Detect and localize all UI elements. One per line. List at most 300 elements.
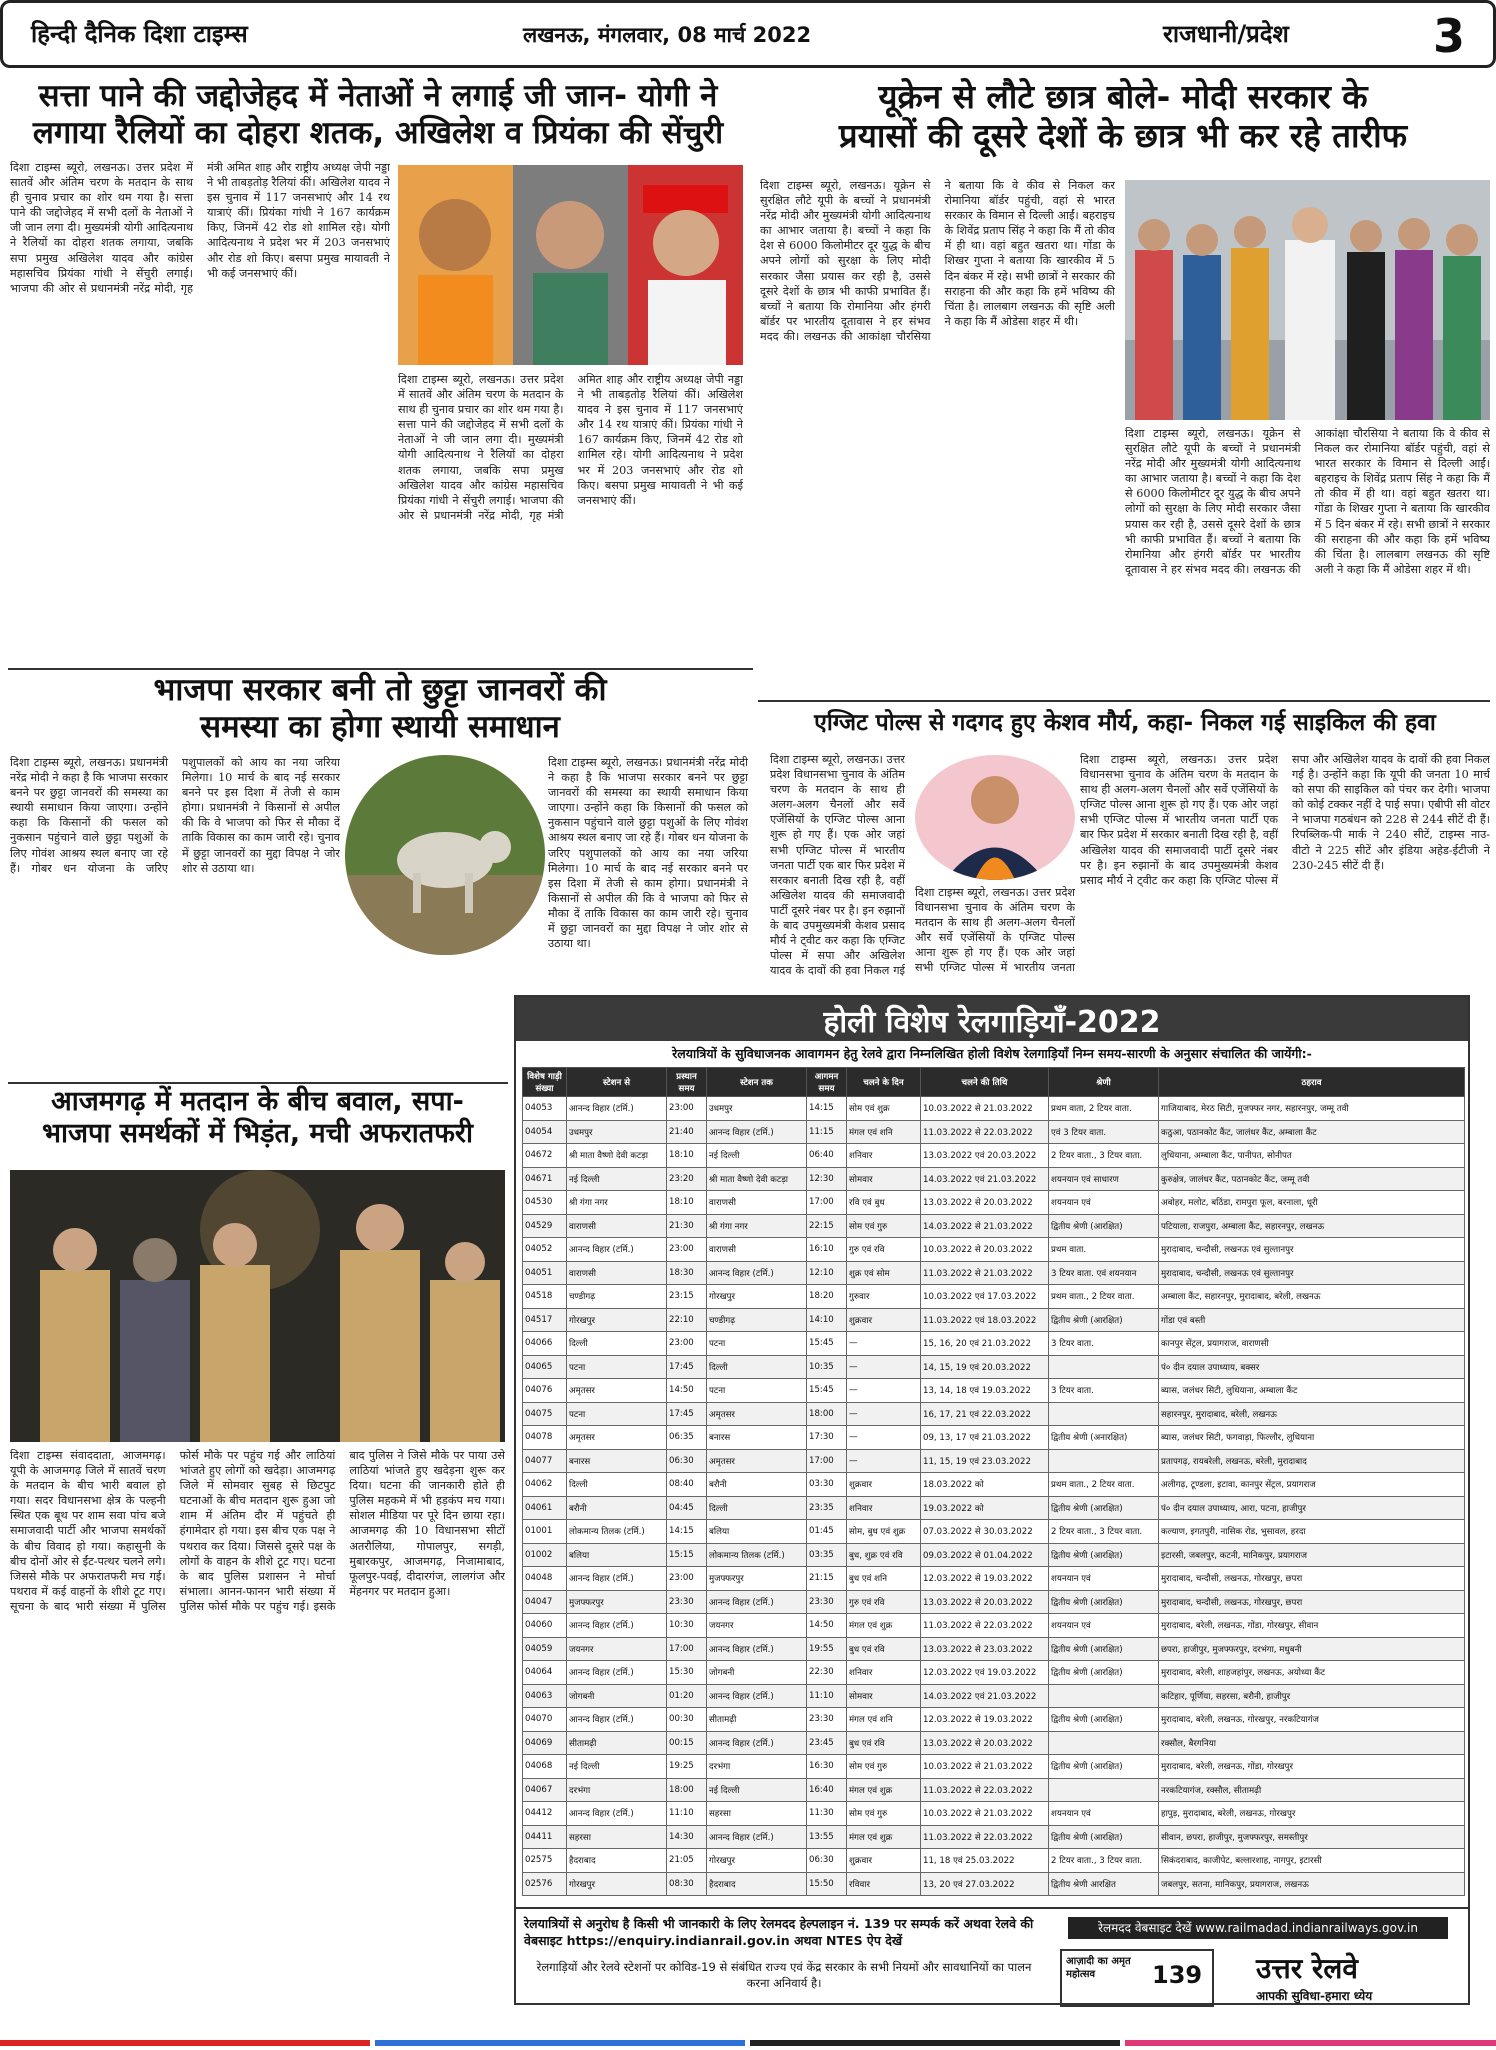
rail-cell: मुरादाबाद, चन्दौसी, लखनऊ, गोरखपुर, छपरा: [1159, 1567, 1465, 1591]
rail-cell: अमृतसर: [567, 1426, 667, 1450]
rail-row: [523, 1731, 1465, 1755]
rail-cell: शनिवार: [847, 1144, 921, 1168]
rail-cell: 04529: [523, 1214, 567, 1238]
rail-cell: 21:40: [667, 1120, 707, 1144]
rail-cell: हैदराबाद: [707, 1872, 807, 1896]
rail-cell: मंगल एवं शनि: [847, 1120, 921, 1144]
rail-ad-footer: [516, 1907, 1468, 2009]
rail-cell: जयनगर: [707, 1614, 807, 1638]
rail-cell: चण्डीगढ़: [567, 1285, 667, 1309]
rail-cell: सोम एवं गुरु: [847, 1755, 921, 1779]
rail-cell: द्वितीय श्रेणी (अनारक्षित): [1049, 1426, 1159, 1450]
rail-cell: शयनयान एवं: [1049, 1191, 1159, 1215]
rail-cell: 23:20: [667, 1167, 707, 1191]
rail-cell: वाराणसी: [567, 1261, 667, 1285]
nr-tagline: आपकी सुविधा-हमारा ध्येय: [1256, 1989, 1373, 2003]
rail-cell: 10.03.2022 से 21.03.2022: [921, 1755, 1049, 1779]
rail-col-header: ठहराव: [1159, 1068, 1465, 1097]
rail-cell: 3 टियर वाता.: [1049, 1332, 1159, 1356]
rail-col-header: चलने के दिन: [847, 1068, 921, 1097]
rail-cell: 14:50: [807, 1614, 847, 1638]
rail-ad: [514, 995, 1470, 2005]
rail-cell: 15, 16, 20 एवं 21.03.2022: [921, 1332, 1049, 1356]
rail-cell: 04054: [523, 1120, 567, 1144]
rail-cell: 11:10: [667, 1802, 707, 1826]
rail-cell: 23:00: [667, 1567, 707, 1591]
rail-cell: आनन्द विहार (टर्मि.): [707, 1684, 807, 1708]
story3-body: दिशा टाइम्स ब्यूरो, लखनऊ। प्रधानमंत्री नरेंद्र मोदी ने कहा है कि भाजपा सरकार बनने पर छुट्टा जानवरों की समस्या का स्थायी समाधान किया जाएगा। उन्होंने कहा कि किसानों की फसल को नुकसान पहुंचाने वाले छुट्टा पशुओं के लिए गोवंश आश्रय स्थल बनाए जा रहे हैं। गोबर धन योजना के जरिए पशुपालकों को आय का नया जरिया मिलेगा। 10 मार्च के बाद नई सरकार बनने पर इस दिशा में तेजी से काम होगा। प्रधानमंत्री ने किसानों से अपील की कि वे भाजपा को फिर से मौका दें ताकि विकास का काम जारी रहे। चुनाव में छुट्टा जानवरों का मुद्दा विपक्ष ने जोर शोर से उठाया था।: [10, 756, 340, 875]
rail-cell: 15:45: [807, 1332, 847, 1356]
rail-cell: 14:30: [667, 1825, 707, 1849]
rail-cell: अबोहर, मलोट, बठिंडा, रामपुरा फूल, बरनाला, धूरी: [1159, 1191, 1465, 1215]
rail-cell: 07.03.2022 से 30.03.2022: [921, 1520, 1049, 1544]
rail-cell: 17:00: [807, 1191, 847, 1215]
rail-cell: 04061: [523, 1496, 567, 1520]
rail-cell: 16:10: [807, 1238, 847, 1262]
rail-cell: जयनगर: [567, 1637, 667, 1661]
rail-cell: 03:35: [807, 1543, 847, 1567]
rail-cell: पटना: [567, 1402, 667, 1426]
cattle-photo: [345, 755, 545, 955]
rail-cell: प्रथम वाता., 2 टियर वाता.: [1049, 1473, 1159, 1497]
paper-name: हिन्दी दैनिक दिशा टाइम्स: [31, 20, 248, 48]
rail-cell: गाजियाबाद, मेरठ सिटी, मुजफ्फर नगर, सहारनपुर, जम्मू तवी: [1159, 1097, 1465, 1121]
rail-cell: आनन्द विहार (टर्मि.): [567, 1661, 667, 1685]
rail-cell: लोकमान्य तिलक (टर्मि.): [707, 1543, 807, 1567]
rail-cell: 04047: [523, 1590, 567, 1614]
rail-cell: 04064: [523, 1661, 567, 1685]
rail-cell: सोमवार: [847, 1167, 921, 1191]
rail-cell: 12:30: [807, 1167, 847, 1191]
rail-row: [523, 1449, 1465, 1473]
rail-cell: बुध एवं शनि: [847, 1567, 921, 1591]
rail-cell: सोम एवं गुरु: [847, 1802, 921, 1826]
rail-cell: लोकमान्य तिलक (टर्मि.): [567, 1520, 667, 1544]
rail-cell: 06:35: [667, 1426, 707, 1450]
rail-cell: ब्यास, जलंधर सिटी, फगवाड़ा, फिल्लौर, लुधियाना: [1159, 1426, 1465, 1450]
rail-cell: 17:45: [667, 1355, 707, 1379]
story2-body-cont: दिशा टाइम्स ब्यूरो, लखनऊ। यूक्रेन से सुरक्षित लौटे यूपी के बच्चों ने प्रधानमंत्री नरेंद्र मोदी और मुख्यमंत्री योगी आदित्यनाथ का आभार जताया है। बच्चों ने कहा कि देश से 6000 किलोमीटर दूर युद्ध के बीच अपने लोगों को सुरक्षा के लिए मोदी सरकार जैसा प्रयास कर रही है, उससे दूसरे देशों के छात्र भी काफी प्रभावित हैं। बच्चों ने बताया कि रोमानिया और हंगरी बॉर्डर पर भारतीय दूतावास ने हर संभव मदद की। लखनऊ की आकांक्षा चौरसिया ने बताया कि वे कीव से निकल कर रोमानिया बॉर्डर पहुंची, वहां से भारत सरकार के विमान से दिल्ली आईं। बहराइच के शिवेंद्र प्रताप सिंह ने कहा कि मैं तो कीव में ही था। वहां बहुत खतरा था। गोंडा के शिखर गुप्ता ने बताया कि खारकीव में 5 दिन बंकर में रहे। सभी छात्रों ने सरकार की सराहना की और कहा कि हमें भविष्य की चिंता है। लालबाग लखनऊ की सृष्टि अली ने कहा कि मैं ओडेसा शहर में थी।: [1125, 427, 1490, 576]
rail-cell: 16:40: [807, 1778, 847, 1802]
rail-ad-subtitle: रेलयात्रियों के सुविधाजनक आवागमन हेतु रेलवे द्वारा निम्नलिखित होली विशेष रेलगाड़ियाँ निम्न समय-सारणी के अनुसार संचालित की जायेंगी:-: [672, 1046, 1312, 1061]
rail-cell: 14:15: [667, 1520, 707, 1544]
rail-cell: मंगल एवं शनि: [847, 1708, 921, 1732]
rail-cell: 04672: [523, 1144, 567, 1168]
rail-cell: द्वितीय श्रेणी (आरक्षित): [1049, 1637, 1159, 1661]
divider: [758, 700, 1490, 702]
rail-cell: अलीगढ़, टूण्डला, इटावा, कानपुर सेंट्रल, प्रयागराज: [1159, 1473, 1465, 1497]
rail-cell: गोरखपुर: [707, 1849, 807, 1873]
rail-cell: मुरादाबाद, चन्दौसी, लखनऊ एवं सुल्तानपुर: [1159, 1261, 1465, 1285]
rail-cell: 23:45: [807, 1731, 847, 1755]
rail-cell: बलिया: [707, 1520, 807, 1544]
rail-cell: पं० दीन दयाल उपाध्याय, बक्सर: [1159, 1355, 1465, 1379]
rail-cell: द्वितीय श्रेणी आरक्षित: [1049, 1872, 1159, 1896]
rail-cell: 10.03.2022 से 21.03.2022: [921, 1802, 1049, 1826]
northern-railway-logo: [1256, 1949, 1456, 2003]
rail-cell: 13.03.2022 से 23.03.2022: [921, 1637, 1049, 1661]
rail-cell: श्री माता वैष्णो देवी कटड़ा: [707, 1167, 807, 1191]
rail-cell: 04069: [523, 1731, 567, 1755]
rail-cell: आनन्द विहार (टर्मि.): [567, 1708, 667, 1732]
rail-row: [523, 1261, 1465, 1285]
rail-cell: मुजफ्फरपुर: [707, 1567, 807, 1591]
rail-cell: 04052: [523, 1238, 567, 1262]
rail-cell: द्वितीय श्रेणी (आरक्षित): [1049, 1543, 1159, 1567]
rail-cell: 06:30: [667, 1449, 707, 1473]
rail-cell: अम्बाला कैंट, सहारनपुर, मुरादाबाद, बरेली, लखनऊ: [1159, 1285, 1465, 1309]
rail-cell: 01:20: [667, 1684, 707, 1708]
story5-body: दिशा टाइम्स संवाददाता, आजमगढ़। यूपी के आजमगढ़ जिले में सातवें चरण के मतदान के बीच भारी बवाल हो गया। सदर विधानसभा क्षेत्र के पल्हनी स्थित एक बूथ पर शाम सवा पांच बजे समाजवादी पार्टी और भाजपा समर्थकों के बीच विवाद हो गया। कहासुनी के बीच दोनों ओर से ईंट-पत्थर चलने लगे। जिससे मौके पर अफरातफरी मच गई। पथराव में कई वाहनों के शीशे टूट गए। सूचना के बाद भारी संख्या में पुलिस फोर्स मौके पर पहुंच गई और लाठियां भांजते हुए लोगों को खदेड़ा। आजमगढ़ जिले में सोमवार सुबह से छिटपुट घटनाओं के बीच मतदान शुरू हुआ जो शाम में अंतिम दौर में पहुंचते ही हंगामेदार हो गया। इस बीच एक पक्ष ने पथराव कर दिया। जिससे दूसरे पक्ष के लोगों के वाहन के शीशे टूट गए। घटना के बाद पुलिस प्रशासन ने मोर्चा संभाला। आनन-फानन भारी संख्या में पुलिस फोर्स मौके पर पहुंच गई। इसके बाद पुलिस ने जिसे मौके पर पाया उसे लाठियां भांजते हुए खदेड़ना शुरू कर दिया। घटना की जानकारी होते ही पुलिस महकमे में भी हड़कंप मच गया। सोशल मीडिया पर पूरे दिन छाया रहा। आजमगढ़ की 10 विधानसभा सीटों अतरौलिया, गोपालपुर, सगड़ी, मुबारकपुर, आजमगढ़, निजामाबाद, फूलपुर-पवई, दीदारगंज, लालगंज और मेंहनगर पर मतदान हुआ।: [10, 1449, 505, 1613]
rail-cell: जबलपुर, सतना, मानिकपुर, प्रयागराज, लखनऊ: [1159, 1872, 1465, 1896]
rail-ad-header: [516, 997, 1468, 1041]
rail-row: [523, 1708, 1465, 1732]
rail-row: [523, 1590, 1465, 1614]
rail-cell: मंगल एवं शुक्र: [847, 1614, 921, 1638]
rail-cell: 18:10: [667, 1144, 707, 1168]
rail-cell: 11.03.2022 से 22.03.2022: [921, 1120, 1049, 1144]
rail-cell: बुध, शुक्र एवं रवि: [847, 1543, 921, 1567]
rail-cell: सहरसा: [707, 1802, 807, 1826]
rail-cell: 04671: [523, 1167, 567, 1191]
rail-cell: 11:30: [807, 1802, 847, 1826]
rail-cell: एवं 3 टियर वाता.: [1049, 1120, 1159, 1144]
rail-cell: शनिवार: [847, 1496, 921, 1520]
rail-cell: आनन्द विहार (टर्मि.): [707, 1590, 807, 1614]
rail-cell: 2 टियर वाता., 3 टियर वाता.: [1049, 1144, 1159, 1168]
rail-row: [523, 1684, 1465, 1708]
rail-row: [523, 1661, 1465, 1685]
rail-col-header: श्रेणी: [1049, 1068, 1159, 1097]
rail-cell: 2 टियर वाता., 3 टियर वाता.: [1049, 1849, 1159, 1873]
rail-cell: 13.03.2022 एवं 20.03.2022: [921, 1144, 1049, 1168]
rail-cell: शयनयान एवं: [1049, 1802, 1159, 1826]
rail-cell: 15:30: [667, 1661, 707, 1685]
rail-cell: 14.03.2022 एवं 21.03.2022: [921, 1684, 1049, 1708]
rail-row: [523, 1520, 1465, 1544]
rail-cell: 04412: [523, 1802, 567, 1826]
rail-cell: 13, 20 एवं 27.03.2022: [921, 1872, 1049, 1896]
rail-cell: सोम, बुध एवं शुक्र: [847, 1520, 921, 1544]
rail-cell: ब्यास, जलंधर सिटी, लुधियाना, अम्बाला कैंट: [1159, 1379, 1465, 1403]
rail-cell: 04518: [523, 1285, 567, 1309]
rail-cell: 17:30: [807, 1426, 847, 1450]
rail-cell: 22:15: [807, 1214, 847, 1238]
rail-cell: नई दिल्ली: [567, 1755, 667, 1779]
rail-col-header: प्रस्थान समय: [667, 1068, 707, 1097]
rail-row: [523, 1120, 1465, 1144]
rail-cell: दिल्ली: [707, 1355, 807, 1379]
rail-cell: नरकटियागंज, रक्सौल, सीतामढ़ी: [1159, 1778, 1465, 1802]
rail-cell: 03:30: [807, 1473, 847, 1497]
rail-cell: 18:10: [667, 1191, 707, 1215]
rail-cell: शनिवार: [847, 1661, 921, 1685]
rail-col-header: आगमन समय: [807, 1068, 847, 1097]
rail-cell: 11, 18 एवं 25.03.2022: [921, 1849, 1049, 1873]
rail-cell: 13, 14, 18 एवं 19.03.2022: [921, 1379, 1049, 1403]
rail-cell: सहारनपुर, मुरादाबाद, बरेली, लखनऊ: [1159, 1402, 1465, 1426]
helpline-number: 139: [1152, 1961, 1203, 1989]
rail-cell: कठुआ, पठानकोट कैंट, जालंधर कैंट, अम्बाला कैंट: [1159, 1120, 1465, 1144]
rail-cell: 10:30: [667, 1614, 707, 1638]
rail-cell: आनन्द विहार (टर्मि.): [567, 1614, 667, 1638]
rail-cell: 13:55: [807, 1825, 847, 1849]
leaders-photo: [398, 165, 743, 365]
rail-cell: [1049, 1355, 1159, 1379]
rail-cell: अमृतसर: [567, 1379, 667, 1403]
rail-cell: कुरुक्षेत्र, जालंधर कैंट, पठानकोट कैंट, जम्मू तवी: [1159, 1167, 1465, 1191]
rail-row: [523, 1849, 1465, 1873]
rail-cell: 3 टियर वाता. एवं शयनयान: [1049, 1261, 1159, 1285]
rail-cell: 04070: [523, 1708, 567, 1732]
rail-cell: द्वितीय श्रेणी (आरक्षित): [1049, 1708, 1159, 1732]
rail-cell: गोरखपुर: [707, 1285, 807, 1309]
rail-cell: [1049, 1684, 1159, 1708]
rail-cell: [1049, 1778, 1159, 1802]
story1-body-cont: दिशा टाइम्स ब्यूरो, लखनऊ। उत्तर प्रदेश में सातवें और अंतिम चरण के मतदान के साथ ही चुनाव प्रचार का शोर थम गया है। सत्ता पाने की जद्दोजेहद में सभी दलों के नेताओं ने जी जान लगा दी। मुख्यमंत्री योगी आदित्यनाथ ने रैलियों का दोहरा शतक लगाया, जबकि सपा प्रमुख अखिलेश यादव और कांग्रेस महासचिव प्रियंका गांधी ने सेंचुरी लगाई। भाजपा की ओर से प्रधानमंत्री नरेंद्र मोदी, गृह मंत्री अमित शाह और राष्ट्रीय अध्यक्ष जेपी नड्डा ने भी ताबड़तोड़ रैलियां कीं। अखिलेश यादव ने इस चुनाव में 117 जनसभाएं और 14 रथ यात्राएं कीं। प्रियंका गांधी ने 167 कार्यक्रम किए, जिनमें 42 रोड शो शामिल रहे। योगी आदित्यनाथ ने प्रदेश भर में 203 जनसभाएं और रोड शो किए। बसपा प्रमुख मायावती ने भी कई जनसभाएं कीं।: [398, 373, 743, 522]
rail-cell: अमृतसर: [707, 1402, 807, 1426]
rail-cell: बनारस: [567, 1449, 667, 1473]
rail-cell: 23:35: [807, 1496, 847, 1520]
rail-cell: 14:10: [807, 1308, 847, 1332]
rail-cell: 23:00: [667, 1097, 707, 1121]
rail-cell: 2 टियर वाता., 3 टियर वाता.: [1049, 1520, 1159, 1544]
rail-col-header: विशेष गाड़ी संख्या: [523, 1068, 567, 1097]
rail-cell: हापुड़, मुरादाबाद, बरेली, लखनऊ, गोरखपुर: [1159, 1802, 1465, 1826]
rail-cell: आनन्द विहार (टर्मि.): [707, 1637, 807, 1661]
railmadad-banner: रेलमदद वेबसाइट देखें www.railmadad.indianrailways.gov.in: [1068, 1917, 1448, 1939]
rail-cell: गोरखपुर: [567, 1872, 667, 1896]
story3-headline: भाजपा सरकार बनी तो छुट्टा जानवरों की समस्या का होगा स्थायी समाधान: [153, 672, 607, 745]
rail-cell: 13.03.2022 से 20.03.2022: [921, 1590, 1049, 1614]
rail-cell: 17:00: [807, 1449, 847, 1473]
rail-cell: शुक्रवार: [847, 1849, 921, 1873]
rail-cell: जोगबनी: [567, 1684, 667, 1708]
dateline: लखनऊ, मंगलवार, 08 मार्च 2022: [523, 23, 812, 47]
rail-row: [523, 1496, 1465, 1520]
rail-cell: 12.03.2022 से 19.03.2022: [921, 1567, 1049, 1591]
rail-cell: 04:45: [667, 1496, 707, 1520]
rail-cell: शयनयान एवं साधारण: [1049, 1167, 1159, 1191]
rail-cell: 19:55: [807, 1637, 847, 1661]
rail-row: [523, 1097, 1465, 1121]
story3-body-cont: दिशा टाइम्स ब्यूरो, लखनऊ। प्रधानमंत्री नरेंद्र मोदी ने कहा है कि भाजपा सरकार बनने पर छुट्टा जानवरों की समस्या का स्थायी समाधान किया जाएगा। उन्होंने कहा कि किसानों की फसल को नुकसान पहुंचाने वाले छुट्टा पशुओं के लिए गोवंश आश्रय स्थल बनाए जा रहे हैं। गोबर धन योजना के जरिए पशुपालकों को आय का नया जरिया मिलेगा। 10 मार्च के बाद नई सरकार बनने पर इस दिशा में तेजी से काम होगा। प्रधानमंत्री ने किसानों से अपील की कि वे भाजपा को फिर से मौका दें ताकि विकास का काम जारी रहे। चुनाव में छुट्टा जानवरों का मुद्दा विपक्ष ने जोर शोर से उठाया था।: [548, 756, 748, 951]
rail-cell: द्वितीय श्रेणी (आरक्षित): [1049, 1308, 1159, 1332]
rail-cell: 01001: [523, 1520, 567, 1544]
story1-body: दिशा टाइम्स ब्यूरो, लखनऊ। उत्तर प्रदेश में सातवें और अंतिम चरण के मतदान के साथ ही चुनाव प्रचार का शोर थम गया है। सत्ता पाने की जद्दोजेहद में सभी दलों के नेताओं ने जी जान लगा दी। मुख्यमंत्री योगी आदित्यनाथ ने रैलियों का दोहरा शतक लगाया, जबकि सपा प्रमुख अखिलेश यादव और कांग्रेस महासचिव प्रियंका गांधी ने सेंचुरी लगाई। भाजपा की ओर से प्रधानमंत्री नरेंद्र मोदी, गृह मंत्री अमित शाह और राष्ट्रीय अध्यक्ष जेपी नड्डा ने भी ताबड़तोड़ रैलियां कीं। अखिलेश यादव ने इस चुनाव में 117 जनसभाएं और 14 रथ यात्राएं कीं। प्रियंका गांधी ने 167 कार्यक्रम किए, जिनमें 42 रोड शो शामिल रहे। योगी आदित्यनाथ ने प्रदेश भर में 203 जनसभाएं और रोड शो किए। बसपा प्रमुख मायावती ने भी कई जनसभाएं कीं।: [10, 161, 390, 295]
rail-cell: 12:10: [807, 1261, 847, 1285]
rail-cell: 02575: [523, 1849, 567, 1873]
divider: [8, 668, 753, 670]
rail-cell: प्रथम वाता, 2 टियर वाता.: [1049, 1097, 1159, 1121]
rail-cell: 10.03.2022 से 20.03.2022: [921, 1238, 1049, 1262]
rail-cell: 04060: [523, 1614, 567, 1638]
rail-row: [523, 1802, 1465, 1826]
rail-cell: नई दिल्ली: [707, 1778, 807, 1802]
rail-cell: 14:50: [667, 1379, 707, 1403]
rail-cell: नई दिल्ली: [567, 1167, 667, 1191]
rail-cell: पटना: [567, 1355, 667, 1379]
police-photo: [10, 1170, 505, 1442]
rail-cell: मुरादाबाद, चन्दौसी, लखनऊ एवं सुल्तानपुर: [1159, 1238, 1465, 1262]
rail-row: [523, 1637, 1465, 1661]
rail-cell: नई दिल्ली: [707, 1144, 807, 1168]
rail-row: [523, 1426, 1465, 1450]
rail-cell: मुरादाबाद, चन्दौसी, लखनऊ, गोरखपुर, छपरा: [1159, 1590, 1465, 1614]
rail-cell: गुरुवार: [847, 1285, 921, 1309]
rail-cell: 14:15: [807, 1097, 847, 1121]
rail-cell: वाराणसी: [567, 1214, 667, 1238]
rail-cell: 11.03.2022 एवं 18.03.2022: [921, 1308, 1049, 1332]
rail-row: [523, 1191, 1465, 1215]
rail-timetable: [522, 1067, 1465, 1896]
rail-cell: 18:00: [667, 1778, 707, 1802]
rail-col-header: चलने की तिथि: [921, 1068, 1049, 1097]
rail-cell: 06:30: [807, 1849, 847, 1873]
rail-cell: 15:50: [807, 1872, 847, 1896]
rail-row: [523, 1167, 1465, 1191]
rail-cell: पटियाला, राजपुरा, अम्बाला कैंट, सहारनपुर, लखनऊ: [1159, 1214, 1465, 1238]
rail-cell: 21:30: [667, 1214, 707, 1238]
rail-ad-title: होली विशेष रेलगाड़ियाँ-2022: [823, 1005, 1161, 1040]
rail-cell: 14.03.2022 से 21.03.2022: [921, 1214, 1049, 1238]
rail-cell: सोम एवं शुक्र: [847, 1097, 921, 1121]
rail-cell: 23:30: [807, 1708, 847, 1732]
rail-cell: सोमवार: [847, 1684, 921, 1708]
rail-cell: 15:15: [667, 1543, 707, 1567]
rail-cell: सीवान, छपरा, हाजीपुर, मुजफ्फरपुर, समस्तीपुर: [1159, 1825, 1465, 1849]
story2-headline: यूक्रेन से लौटे छात्र बोले- मोदी सरकार के प्रयासों की दूसरे देशों के छात्र भी कर रहे तारीफ: [838, 77, 1408, 155]
rail-cell: 04066: [523, 1332, 567, 1356]
rail-cell: 12.03.2022 एवं 19.03.2022: [921, 1661, 1049, 1685]
rail-cell: बुध एवं रवि: [847, 1731, 921, 1755]
rail-row: [523, 1614, 1465, 1638]
rail-row: [523, 1778, 1465, 1802]
story4-body-c: दिशा टाइम्स ब्यूरो, लखनऊ। उत्तर प्रदेश विधानसभा चुनाव के अंतिम चरण के मतदान के साथ ही अलग-अलग चैनलों और सर्वे एजेंसियों के एग्जिट पोल्स आना शुरू हो गए हैं। एक ओर जहां सभी एग्जिट पोल्स में भारतीय जनता पार्टी एक बार फिर प्रदेश में सरकार बनाती दिख रही है, वहीं अखिलेश यादव की समाजवादी पार्टी दूसरे नंबर पर है। इन रुझानों के बाद उपमुख्यमंत्री केशव प्रसाद मौर्य ने ट्वीट कर कहा कि एग्जिट पोल्स में सपा और अखिलेश यादव के दावों की हवा निकल गई है। उन्होंने कहा कि यूपी की जनता 10 मार्च को सपा की साइकिल को पंचर कर देगी। भाजपा को कोई टक्कर नहीं दे पाई सपा। एबीपी सी वोटर ने भाजपा गठबंधन को 228 से 244 सीटें दी हैं। रिपब्लिक-पी मार्क ने 240 सीटें, टाइम्स नाउ-वीटो ने 225 सीटें और इंडिया अहेड-ईटीजी ने 230-245 सीटें दी हैं।: [1080, 753, 1490, 887]
rail-col-header: स्टेशन तक: [707, 1068, 807, 1097]
rail-cell: मुरादाबाद, बरेली, शाहजहांपुर, लखनऊ, अयोध्या कैंट: [1159, 1661, 1465, 1685]
story4-body-b: दिशा टाइम्स ब्यूरो, लखनऊ। उत्तर प्रदेश विधानसभा चुनाव के अंतिम चरण के मतदान के साथ ही अलग-अलग चैनलों और सर्वे एजेंसियों के एग्जिट पोल्स आना शुरू हो गए हैं। एक ओर जहां सभी एग्जिट पोल्स में भारतीय जनता: [915, 886, 1075, 975]
rail-cell: बरौनी: [707, 1473, 807, 1497]
rail-cell: 23:15: [667, 1285, 707, 1309]
rail-cell: 3 टियर वाता.: [1049, 1379, 1159, 1403]
rail-row: [523, 1214, 1465, 1238]
rail-cell: जोगबनी: [707, 1661, 807, 1685]
rail-cell: —: [847, 1332, 921, 1356]
story1-headline: सत्ता पाने की जद्दोजेहद में नेताओं ने लगाई जी जान- योगी ने लगाया रैलियों का दोहरा शतक, अखिलेश व प्रियंका की सेंचुरी: [32, 78, 724, 151]
rail-cell: द्वितीय श्रेणी (आरक्षित): [1049, 1661, 1159, 1685]
rail-cell: 04075: [523, 1402, 567, 1426]
rail-cell: 04059: [523, 1637, 567, 1661]
rail-cell: शुक्रवार: [847, 1308, 921, 1332]
rail-cell: बरौनी: [567, 1496, 667, 1520]
rail-row: [523, 1402, 1465, 1426]
rail-cell: —: [847, 1379, 921, 1403]
bottom-bar-blue: [375, 2040, 745, 2046]
rail-cell: आनन्द विहार (टर्मि.): [567, 1802, 667, 1826]
rail-cell: द्वितीय श्रेणी (आरक्षित): [1049, 1755, 1159, 1779]
rail-cell: प्रतापगढ़, रायबरेली, लखनऊ, बरेली, मुरादाबाद: [1159, 1449, 1465, 1473]
rail-cell: 18:20: [807, 1285, 847, 1309]
rail-cell: आनन्द विहार (टर्मि.): [567, 1097, 667, 1121]
rail-cell: कानपुर सेंट्रल, प्रयागराज, वाराणसी: [1159, 1332, 1465, 1356]
rail-cell: 08:40: [667, 1473, 707, 1497]
rail-cell: 11.03.2022 से 21.03.2022: [921, 1261, 1049, 1285]
rail-cell: दिल्ली: [567, 1332, 667, 1356]
rail-row: [523, 1567, 1465, 1591]
rail-cell: —: [847, 1402, 921, 1426]
rail-cell: आनन्द विहार (टर्मि.): [707, 1120, 807, 1144]
rail-cell: शयनयान एवं: [1049, 1567, 1159, 1591]
rail-cell: सिकंदराबाद, काजीपेट, बल्लारशाह, नागपुर, इटारसी: [1159, 1849, 1465, 1873]
rail-cell: 04068: [523, 1755, 567, 1779]
rail-cell: पटना: [707, 1332, 807, 1356]
rail-cell: गुरु एवं रवि: [847, 1238, 921, 1262]
rail-cell: श्री माता वैष्णो देवी कटड़ा: [567, 1144, 667, 1168]
rail-cell: गोंडा एवं बस्ती: [1159, 1308, 1465, 1332]
rail-cell: 01:45: [807, 1520, 847, 1544]
rail-cell: दिल्ली: [707, 1496, 807, 1520]
rail-cell: अमृतसर: [707, 1449, 807, 1473]
rail-cell: 19.03.2022 को: [921, 1496, 1049, 1520]
rail-cell: 11:10: [807, 1684, 847, 1708]
rail-cell: 02576: [523, 1872, 567, 1896]
rail-cell: 13.03.2022 से 20.03.2022: [921, 1191, 1049, 1215]
rail-cell: 04051: [523, 1261, 567, 1285]
rail-cell: 10.03.2022 से 21.03.2022: [921, 1097, 1049, 1121]
rail-cell: 04062: [523, 1473, 567, 1497]
azadi-text: आज़ादी का अमृत महोत्सव: [1066, 1956, 1131, 1980]
bottom-bar-dark: [750, 2040, 1120, 2046]
story4-body-a: दिशा टाइम्स ब्यूरो, लखनऊ। उत्तर प्रदेश विधानसभा चुनाव के अंतिम चरण के मतदान के साथ ही अलग-अलग चैनलों और सर्वे एजेंसियों के एग्जिट पोल्स आना शुरू हो गए हैं। एक ओर जहां सभी एग्जिट पोल्स में भारतीय जनता पार्टी एक बार फिर प्रदेश में सरकार बनाती दिख रही है, वहीं अखिलेश यादव की समाजवादी पार्टी दूसरे नंबर पर है। इन रुझानों के बाद उपमुख्यमंत्री केशव प्रसाद मौर्य ने ट्वीट कर कहा कि एग्जिट पोल्स में सपा और अखिलेश यादव के दावों की हवा निकल गई: [770, 753, 905, 977]
rail-row: [523, 1355, 1465, 1379]
rail-cell: आनन्द विहार (टर्मि.): [707, 1261, 807, 1285]
covid-warning: रेलगाड़ियों और रेलवे स्टेशनों पर कोविड-19 से संबंधित राज्य एवं केंद्र सरकार के सभी नियमों और सावधानियों का पालन करना अनिवार्य है।: [536, 1960, 1032, 1990]
rail-cell: 23:00: [667, 1332, 707, 1356]
rail-cell: 22:30: [807, 1661, 847, 1685]
rail-cell: 13.03.2022 से 20.03.2022: [921, 1731, 1049, 1755]
rail-cell: प्रथम वाता., 2 टियर वाता.: [1049, 1285, 1159, 1309]
nr-name: उत्तर रेलवे: [1256, 1952, 1358, 1985]
rail-cell: 17:45: [667, 1402, 707, 1426]
rail-row: [523, 1238, 1465, 1262]
rail-cell: [1049, 1402, 1159, 1426]
rail-cell: 16, 17, 21 एवं 22.03.2022: [921, 1402, 1049, 1426]
rail-cell: 23:30: [667, 1590, 707, 1614]
rail-cell: उधमपुर: [567, 1120, 667, 1144]
rail-cell: रवि एवं बुध: [847, 1191, 921, 1215]
rail-cell: हैदराबाद: [567, 1849, 667, 1873]
rail-cell: 11.03.2022 से 22.03.2022: [921, 1614, 1049, 1638]
rail-cell: 18.03.2022 को: [921, 1473, 1049, 1497]
rail-cell: रविवार: [847, 1872, 921, 1896]
rail-cell: आनन्द विहार (टर्मि.): [567, 1567, 667, 1591]
rail-cell: 08:30: [667, 1872, 707, 1896]
rail-row: [523, 1755, 1465, 1779]
rail-cell: सोम एवं गुरु: [847, 1214, 921, 1238]
rail-row: [523, 1543, 1465, 1567]
rail-cell: 10:35: [807, 1355, 847, 1379]
rail-cell: सीतामढ़ी: [567, 1731, 667, 1755]
rail-cell: बलिया: [567, 1543, 667, 1567]
rail-cell: 12.03.2022 से 19.03.2022: [921, 1708, 1049, 1732]
bottom-bar-red: [0, 2040, 370, 2046]
rail-cell: 04077: [523, 1449, 567, 1473]
rail-cell: दरभंगा: [567, 1778, 667, 1802]
rail-row: [523, 1473, 1465, 1497]
rail-row: [523, 1825, 1465, 1849]
rail-cell: 04517: [523, 1308, 567, 1332]
